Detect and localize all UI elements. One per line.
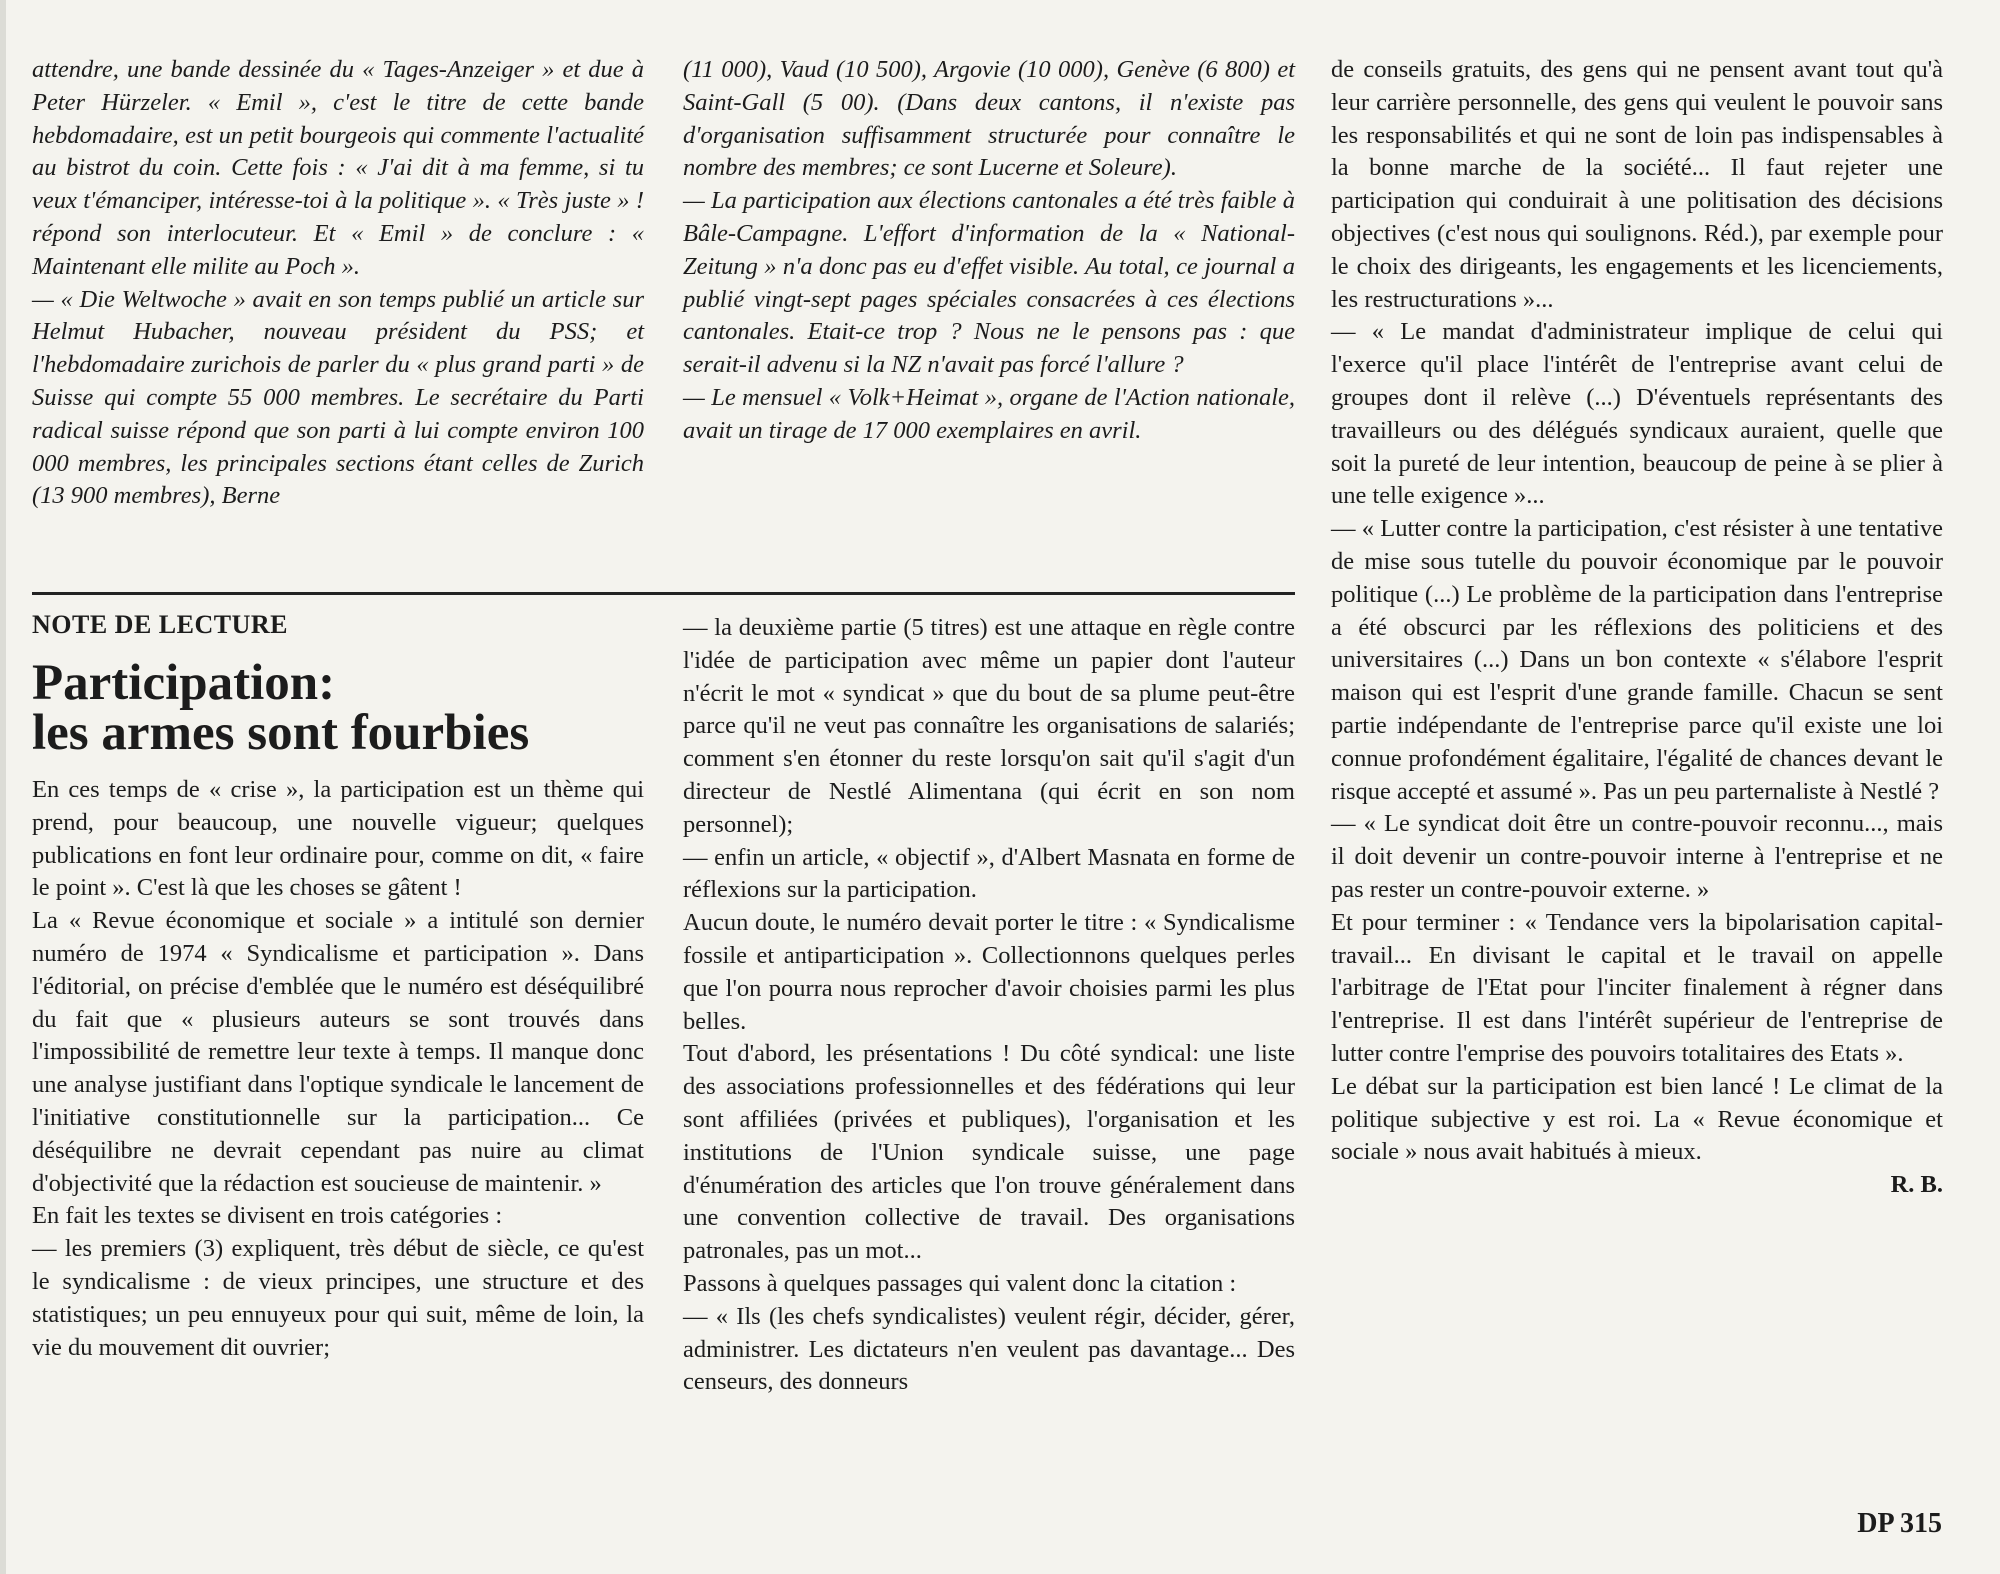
- paragraph: Tout d'abord, les présentations ! Du côté syndical: une liste des associations professionnelles et des fédérations qui leur sont affiliées (privées et publiques), l'organisation et les institutions de l'Union syndicale suisse, une page d'énumération des articles que l'on trouve généralement dans une convention collective de travail. Des organisations patronales, pas un mot...: [683, 1040, 1295, 1265]
- paragraph: Le débat sur la participation est bien lancé ! Le climat de la politique subjective y est roi. La « Revue économique et sociale » nous avait habitués à mieux.: [1331, 1072, 1943, 1166]
- paragraph: Passons à quelques passages qui valent donc la citation :: [683, 1269, 1237, 1297]
- paragraph: — « Ils (les chefs syndicalistes) veulent régir, décider, gérer, administrer. Les dictateurs n'en veulent pas davantage... Des censeurs, des donneurs: [683, 1302, 1295, 1396]
- paragraph: de conseils gratuits, des gens qui ne pensent avant tout qu'à leur carrière personnelle, des gens qui veulent le pouvoir sans les responsabilités et qui ne sont de loin pas indispensables à la bonne marche de la société... Il faut rejeter une participation qui conduirait à une politisation des décisions objectives (c'est nous qui soulignons. Réd.), par exemple pour le choix des dirigeants, les engagements et les licenciements, les restructurations »...: [1331, 56, 1943, 313]
- article-column-3: [1331, 54, 1943, 1202]
- paragraph: — La participation aux élections cantonales a été très faible à Bâle-Campagne. L'effort d'information de la « National-Zeitung » n'a donc pas eu d'effet visible. Au total, ce journal a publié vingt-sept pages spéciales consacrées à ces élections cantonales. Etait-ce trop ? Nous ne le pensons pas : que serait-il advenu si la NZ n'avait pas forcé l'allure ?: [683, 187, 1295, 379]
- paragraph: — enfin un article, « objectif », d'Albert Masnata en forme de réflexions sur la participation.: [683, 843, 1295, 904]
- headline-line-2: les armes sont fourbies: [32, 705, 530, 761]
- paragraph: — les premiers (3) expliquent, très début de siècle, ce qu'est le syndicalisme : de vieux principes, une structure et des statistiques; un peu ennuyeux pour qui suit, même de loin, la vie du mouvement dit ouvrier;: [32, 1235, 644, 1361]
- paragraph: Aucun doute, le numéro devait porter le titre : « Syndicalisme fossile et antiparticipation ». Collectionnons quelques perles que l'on pourra nous reprocher d'avoir choisies parmi les plus belles.: [683, 909, 1295, 1035]
- paragraph: En ces temps de « crise », la participation est un thème qui prend, pour beaucoup, une nouvelle vigueur; quelques publications en font leur ordinaire pour, comme on dit, « faire le point ». C'est là que les choses se gâtent !: [32, 776, 644, 902]
- paragraph: — la deuxième partie (5 titres) est une attaque en règle contre l'idée de participation avec même un papier dont l'auteur n'écrit le mot « syndicat » que du bout de sa plume peut-être parce qu'il ne veut pas connaître les organisations de salariés; comment s'en étonner du reste lorsqu'on sait qu'il s'agit d'un directeur de Nestlé Alimentana (qui écrit en son nom personnel);: [683, 614, 1295, 838]
- paragraph: — « Le mandat d'administrateur implique de celui qui l'exerce qu'il place l'intérêt de l'entreprise avant celui de groupes dont il relève (...) D'éventuels représentants des travailleurs ou des délégués syndicaux auraient, quelle que soit la pureté de leur intention, beaucoup de peine à se plier à une telle exigence »...: [1331, 318, 1943, 510]
- article-column-1: [32, 774, 644, 1364]
- paragraph: attendre, une bande dessinée du « Tages-Anzeiger » et due à Peter Hürzeler. « Emil », c'est le titre de cette bande hebdomadaire, est un petit bourgeois qui commente l'actualité au bistrot du coin. Cette fois : « J'ai dit à ma femme, si tu veux t'émanciper, intéresse-toi à la politique ». « Très juste » ! répond son interlocuteur. Et « Emil » de conclure : « Maintenant elle milite au Poch ».: [32, 56, 644, 280]
- paragraph: — « Die Weltwoche » avait en son temps publié un article sur Helmut Hubacher, nouveau président du PSS; et l'hebdomadaire zurichois de parler du « plus grand parti » de Suisse qui compte 55 000 membres. Le secrétaire du Parti radical suisse répond que son parti à lui compte environ 100 000 membres, les principales sections étant celles de Zurich (13 900 membres), Berne: [32, 285, 644, 510]
- author-signature: R. B.: [1890, 1171, 1943, 1199]
- top-column-2: [683, 54, 1295, 448]
- top-column-1: [32, 54, 644, 513]
- paragraph: — Le mensuel « Volk+Heimat », organe de l'Action nationale, avait un tirage de 17 000 exemplaires en avril.: [683, 383, 1295, 444]
- paragraph: Et pour terminer : « Tendance vers la bipolarisation capital-travail... En divisant le capital et le travail on appelle l'arbitrage de l'Etat pour l'inciter finalement à régner dans l'entreprise. Il est dans l'intérêt supérieur de l'entreprise de lutter contre l'emprise des pouvoirs totalitaires des Etats ».: [1331, 908, 1943, 1067]
- article-column-2: [683, 612, 1295, 1399]
- article-headline: [32, 655, 530, 761]
- paragraph: (11 000), Vaud (10 500), Argovie (10 000), Genève (6 800) et Saint-Gall (5 00). (Dans deux cantons, il n'existe pas d'organisation suffisamment structurée pour connaître le nombre des membres; ce sont Lucerne et Soleure).: [683, 56, 1295, 182]
- page-folio: DP 315: [1857, 1508, 1942, 1539]
- paragraph: — « Le syndicat doit être un contre-pouvoir reconnu..., mais il doit devenir un contre-pouvoir interne à l'entreprise et ne pas rester un contre-pouvoir externe. »: [1331, 810, 1943, 903]
- headline-line-1: Participation:: [32, 655, 336, 711]
- section-divider: [32, 592, 1295, 595]
- page-edge: [0, 0, 6, 1574]
- paragraph: La « Revue économique et sociale » a intitulé son dernier numéro de 1974 « Syndicalisme et participation ». Dans l'éditorial, on précise d'emblée que le numéro est déséquilibré du fait que « plusieurs auteurs se sont trouvés dans l'impossibilité de remettre leur texte à temps. Il manque donc une analyse justifiant dans l'optique syndicale le lancement de l'initiative constitutionnelle sur la participation... Ce déséquilibre ne devrait cependant pas nuire au climat d'objectivité que la rédaction est soucieuse de maintenir. »: [32, 907, 644, 1197]
- paragraph: En fait les textes se divisent en trois catégories :: [32, 1202, 503, 1230]
- paragraph: — « Lutter contre la participation, c'est résister à une tentative de mise sous tutelle du pouvoir économique par le pouvoir politique (...) Le problème de la participation dans l'entreprise a été obscurci par les réflexions des politiciens et des universitaires (...) Dans un bon contexte « s'élabore l'esprit maison qui est l'esprit d'une grande famille. Chacun se sent partie indépendante de l'entreprise parce qu'il existe une loi connue profondément égalitaire, l'égalité de chances devant le risque accepté et assumé ». Pas un peu parternaliste à Nestlé ?: [1331, 515, 1943, 805]
- section-kicker: NOTE DE LECTURE: [32, 610, 288, 639]
